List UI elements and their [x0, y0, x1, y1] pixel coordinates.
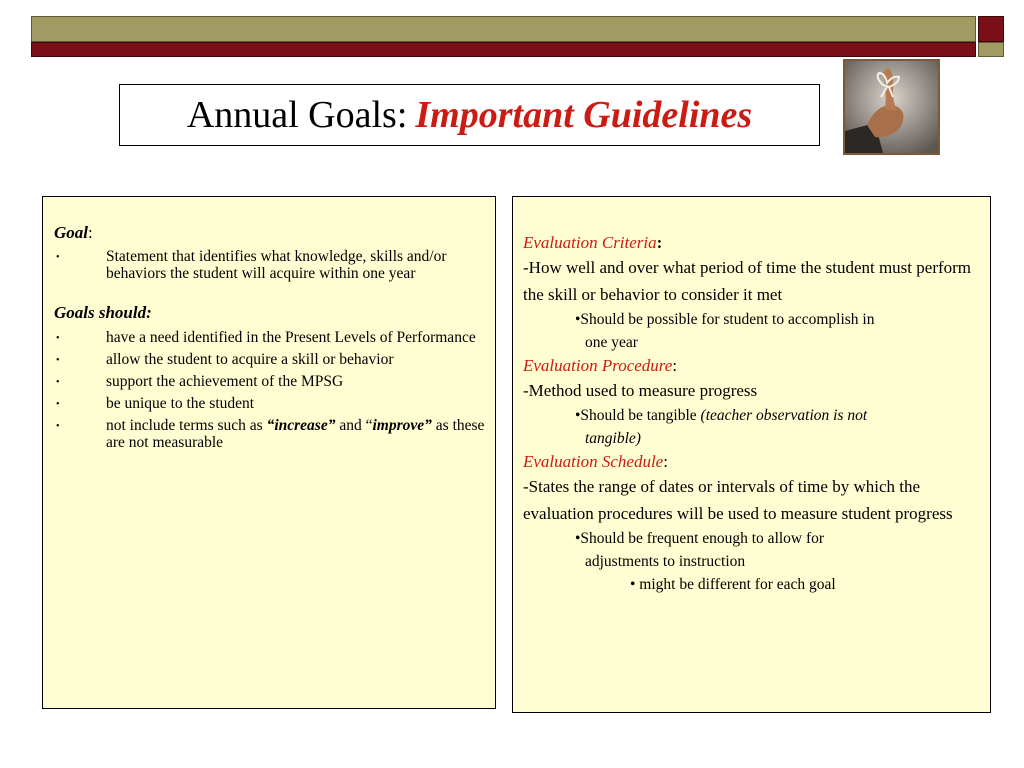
bullet-icon: • [56, 421, 60, 432]
list-item-text: allow the student to acquire a skill or behavior [106, 351, 394, 368]
procedure-sub-prefix: •Should be tangible [575, 407, 701, 424]
procedure-text: -Method used to measure progress [523, 381, 758, 400]
list-item-text: not include terms such as [106, 417, 267, 434]
criteria-sub-line-2: one year [585, 334, 638, 351]
goal-definition: Statement that identifies what knowledge, skills and/or behaviors the student will acquire within one year [106, 248, 447, 282]
schedule-colon: : [663, 452, 668, 471]
list-item-text: and [335, 417, 366, 434]
list-item [54, 395, 485, 412]
evaluation-criteria-heading [523, 231, 980, 254]
procedure-heading-text: Evaluation Procedure [523, 356, 673, 375]
title-plain: Annual Goals: [186, 94, 408, 136]
list-item [54, 417, 485, 451]
list-item-text: be unique to the student [106, 395, 255, 412]
list-item [54, 351, 485, 368]
goals-should-list [54, 329, 485, 451]
header-square-maroon [978, 16, 1004, 42]
goals-should-heading: Goals should: [54, 303, 152, 322]
schedule-sub-bullet [523, 527, 980, 573]
procedure-colon: : [672, 356, 678, 375]
title-emphasis: Important Guidelines [415, 94, 753, 136]
criteria-text: -How well and over what period of time the student must perform the skill or behavior to consider it met [523, 258, 972, 304]
evaluation-schedule-heading [523, 450, 980, 473]
goal-heading-colon: : [88, 223, 93, 242]
goal-panel [42, 196, 496, 709]
header-bar-maroon [31, 42, 976, 57]
procedure-sub-italic-2: tangible) [585, 430, 641, 447]
header-square-olive [978, 42, 1004, 57]
list-item [54, 329, 485, 346]
list-item-text: support the achievement of the MPSG [106, 373, 344, 390]
bullet-icon: • [56, 333, 60, 344]
slide-title [119, 84, 820, 146]
open-quote: “ [365, 417, 373, 434]
criteria-sub-line-1: •Should be possible for student to accomplish in [575, 311, 875, 328]
schedule-text: -States the range of dates or intervals of time by which the evaluation procedures will be used to measure student progress [523, 477, 953, 523]
finger-with-string-reminder-icon [843, 59, 940, 155]
criteria-sub-bullet [523, 308, 980, 354]
bullet-icon: • [56, 355, 60, 366]
evaluation-panel [512, 196, 991, 713]
list-item-text: have a need identified in the Present Levels of Performance [106, 329, 476, 346]
schedule-sub-sub-bullet: • might be different for each goal [630, 576, 836, 593]
bullet-icon: • [56, 252, 60, 263]
term-improve: improve” [372, 417, 432, 434]
procedure-sub-italic-1: (teacher observation is not [700, 407, 868, 424]
procedure-sub-bullet [523, 404, 980, 450]
goal-list [54, 248, 485, 282]
goal-heading [54, 223, 485, 243]
schedule-sub-line-2: adjustments to instruction [585, 553, 746, 570]
header-bar-olive [31, 16, 976, 42]
bullet-icon: • [56, 399, 60, 410]
goal-heading-text: Goal [54, 223, 88, 242]
bullet-icon: • [56, 377, 60, 388]
evaluation-procedure-heading [523, 354, 980, 377]
schedule-heading-text: Evaluation Schedule [523, 452, 664, 471]
criteria-colon: : [656, 233, 663, 252]
term-increase: “increase” [266, 417, 336, 434]
list-item [54, 373, 485, 390]
list-item-text: as these are not measurable [106, 417, 485, 451]
list-item [54, 248, 485, 282]
schedule-sub-line-1: •Should be frequent enough to allow for [575, 530, 825, 547]
criteria-heading-text: Evaluation Criteria [523, 233, 657, 252]
